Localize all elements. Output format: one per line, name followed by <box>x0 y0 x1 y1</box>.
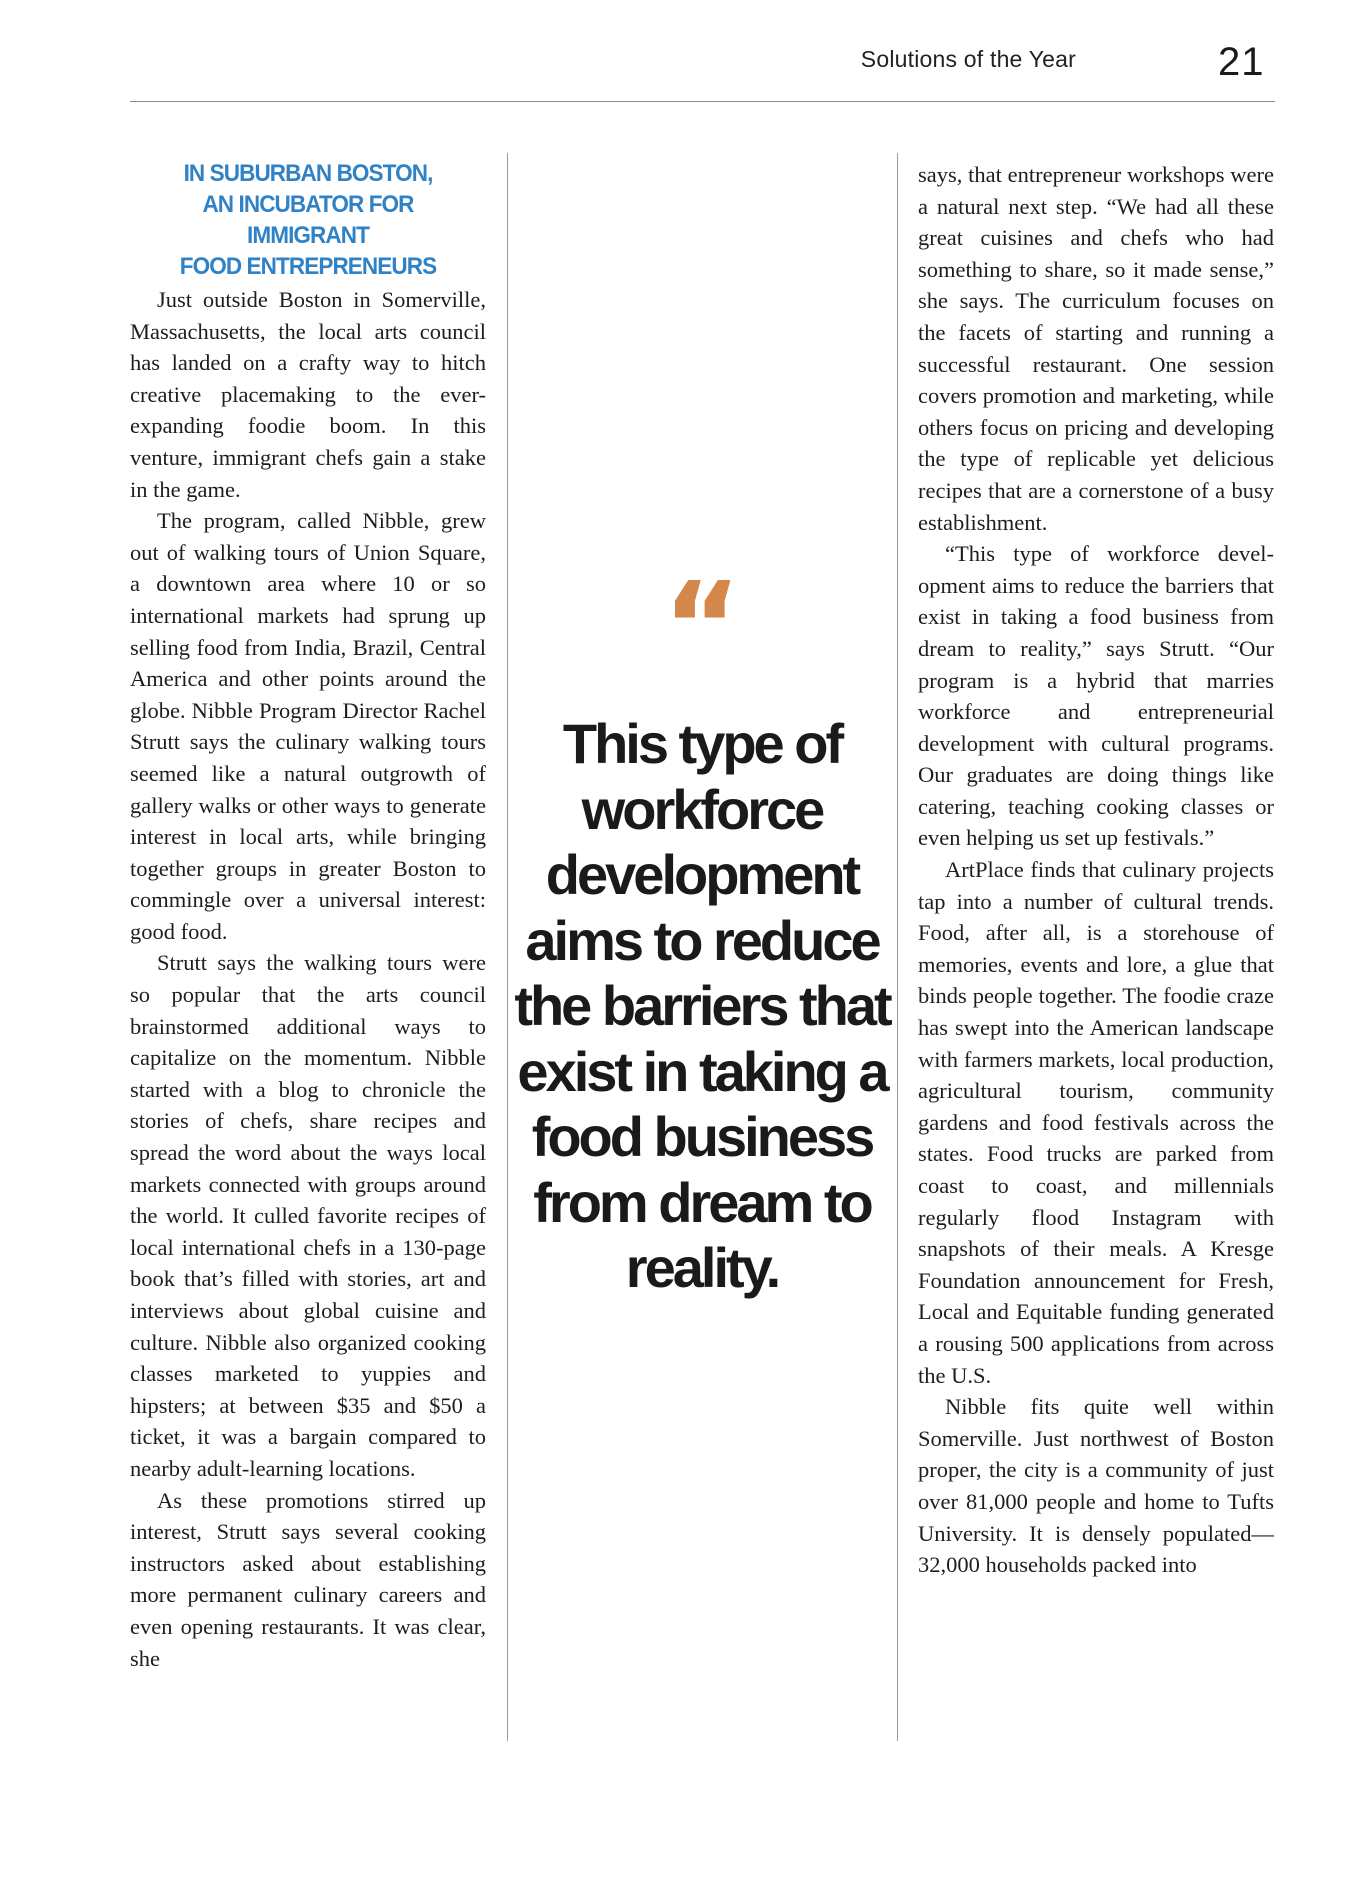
body-paragraph: Nibble fits quite well within Somerville. Just northwest of Boston proper, the city is a community of just over 81,000 people and home to Tufts University. It is densely populated— 32,000 households packed into <box>918 1394 1274 1578</box>
column-divider-right <box>897 153 898 1741</box>
pull-quote-line: aims to reduce <box>525 908 879 972</box>
body-paragraph: Just outside Boston in Somerville, Massachusetts, the local arts council has landed on a crafty way to hitch creative placemaking to the ever-expanding foodie boom. In this venture, immigrant chefs gain a stake in the game. <box>130 287 486 502</box>
body-paragraph: As these promotions stirred up interest, Strutt says several cooking instructors asked about establishing more permanent culinary careers and even opening restaurants. It was clear, she <box>130 1487 486 1671</box>
page-number: 21 <box>1218 40 1265 84</box>
pull-quote-line: This type of <box>562 712 842 775</box>
article-headline <box>144 158 472 282</box>
pull-quote-line: workforce <box>581 777 823 841</box>
headline-line: AN INCUBATOR FOR <box>202 191 414 218</box>
pull-quote-line: development <box>545 843 859 906</box>
pull-quote-line: exist in taking a <box>517 1039 887 1103</box>
body-paragraph: “This type of workforce development aims to reduce the barriers that exist in taking a food business from dream to reality,” says Strutt. “Our program is a hybrid that marries workforce and entrepreneurial development with cultural programs. Our graduates are doing things like catering, teaching cooking classes or even helping us set up festivals.” <box>918 541 1274 851</box>
header-rule <box>130 101 1275 102</box>
headline-line: IN SUBURBAN BOSTON, <box>183 160 433 187</box>
headline-line: IMMIGRANT <box>247 222 369 249</box>
pull-quote-line: from dream to <box>533 1170 871 1234</box>
pull-quote-line: reality. <box>625 1236 779 1299</box>
pull-quote <box>507 711 897 1301</box>
quote-mark-icon: “ <box>662 558 742 697</box>
running-head-section-title: Solutions of the Year <box>860 46 1076 72</box>
left-column <box>130 158 486 1674</box>
body-paragraph: ArtPlace finds that culinary projects tap into a number of cultural trends. Food, after all, is a storehouse of memories, events and lore, a glue that binds people together. The foodie craze has swept into the American landscape with farmers markets, local production, agricultural tourism, community gardens and food festivals across the states. Food trucks are parked from coast to coast, and millennials regularly flood Instagram with snapshots of their meals. A Kresge Foundation announcement for Fresh, Local and Equitable funding generated a rousing 500 applications from across the U.S. <box>918 857 1274 1388</box>
body-paragraph: The program, called Nibble, grew out of walking tours of Union Square, a downtown area where 10 or so international markets had sprung up selling food from India, Brazil, Central America and other points around the globe. Nibble Program Director Rachel Strutt says the culinary walking tours seemed like a natural outgrowth of gallery walks or other ways to generate interest in local arts, while bringing together groups in greater Boston to commingle over a universal interest: good food. <box>130 508 486 944</box>
body-paragraph: Strutt says the walking tours were so popular that the arts council brainstormed additional ways to capitalize on the momentum. Nibble started with a blog to chronicle the stories of chefs, share recipes and spread the word about the ways local markets connected with groups around the world. It culled favorite recipes of local international chefs in a 130-page book that’s filled with stories, art and interviews about global cuisine and culture. Nibble also organized cooking classes marketed to yuppies and hipsters; at between $35 and $50 a ticket, it was a bargain compared to nearby adult-learning locations. <box>130 950 486 1481</box>
headline-line: FOOD ENTREPRENEURS <box>179 253 437 280</box>
pull-quote-line: food business <box>531 1105 873 1168</box>
body-paragraph: says, that entrepreneur workshops were a natural next step. “We had all these great cuisines and chefs who had something to share, so it made sense,” she says. The curriculum focuses on the facets of starting and running a successful restaurant. One session covers promotion and marketing, while others focus on pricing and developing the type of replicable yet delicious recipes that are a cornerstone of a busy establishment. <box>918 162 1274 535</box>
pull-quote-line: the barriers that <box>514 974 890 1037</box>
right-column <box>918 159 1274 1581</box>
